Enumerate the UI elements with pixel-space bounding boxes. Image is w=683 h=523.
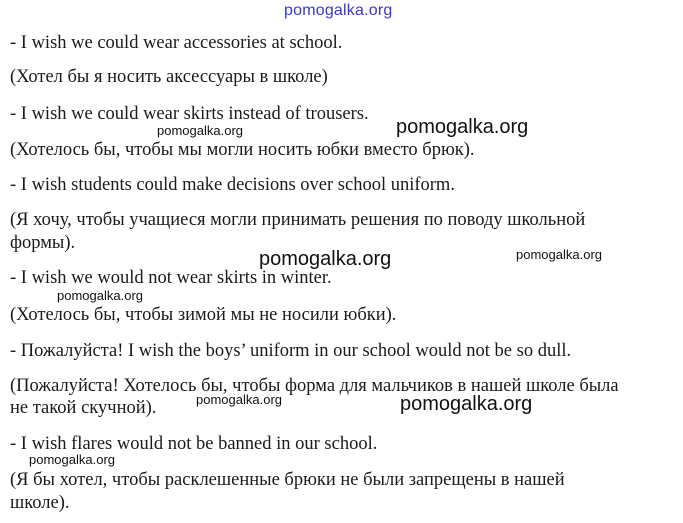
- text-line: не такой скучной).: [10, 398, 157, 418]
- watermark-large: pomogalka.org: [396, 116, 529, 138]
- watermark-small: pomogalka.org: [157, 123, 243, 138]
- text-line: - I wish we would not wear skirts in winter.: [10, 268, 332, 288]
- watermark-small: pomogalka.org: [29, 452, 115, 467]
- watermark-top: pomogalka.org: [284, 2, 393, 19]
- watermark-small: pomogalka.org: [516, 247, 602, 262]
- text-line: - I wish we could wear accessories at school.: [10, 33, 343, 53]
- text-line: - I wish we could wear skirts instead of trousers.: [10, 104, 369, 124]
- text-line: формы).: [10, 233, 76, 253]
- watermark-small: pomogalka.org: [57, 288, 143, 303]
- text-line: (Хотелось бы, чтобы зимой мы не носили юбки).: [10, 305, 397, 325]
- text-line: - Пожалуйста! I wish the boys’ uniform in our school would not be so dull.: [10, 341, 572, 361]
- text-line: - I wish students could make decisions over school uniform.: [10, 175, 455, 195]
- text-line: (Хотелось бы, чтобы мы могли носить юбки вместо брюк).: [10, 140, 475, 160]
- watermark-large: pomogalka.org: [400, 393, 533, 415]
- text-line: (Хотел бы я носить аксессуары в школе): [10, 67, 328, 87]
- text-line: (Я хочу, чтобы учащиеся могли принимать решения по поводу школьной: [10, 210, 586, 230]
- watermark-small: pomogalka.org: [196, 392, 282, 407]
- text-line: (Я бы хотел, чтобы расклешенные брюки не были запрещены в нашей: [10, 470, 565, 490]
- text-line: - I wish flares would not be banned in our school.: [10, 434, 378, 454]
- watermark-large: pomogalka.org: [259, 248, 392, 270]
- text-line: школе).: [10, 493, 70, 513]
- text-line: (Пожалуйста! Хотелось бы, чтобы форма для мальчиков в нашей школе была: [10, 376, 619, 396]
